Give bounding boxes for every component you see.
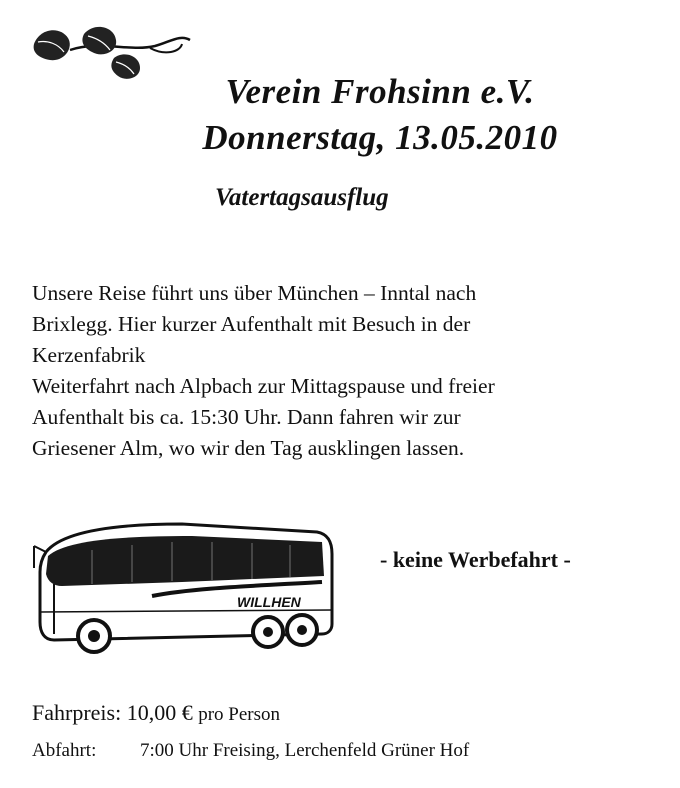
description-line: Unsere Reise führt uns über München – Inntal nach bbox=[32, 281, 477, 305]
description-line: Griesener Alm, wo wir den Tag ausklingen lassen. bbox=[32, 436, 465, 460]
description-line: Brixlegg. Hier kurzer Aufenthalt mit Besuch in der bbox=[32, 312, 471, 336]
no-sales-notice: - keine Werbefahrt - bbox=[380, 547, 571, 572]
description-line: Weiterfahrt nach Alpbach zur Mittagspause und freier bbox=[32, 374, 495, 398]
fare-info bbox=[32, 700, 280, 726]
club-name: Verein Frohsinn e.V. bbox=[225, 72, 535, 111]
fare-label: Fahrpreis: bbox=[32, 700, 122, 725]
bus-livery-text: WILLHEN bbox=[237, 594, 301, 610]
departure-text: 7:00 Uhr Freising, Lerchenfeld Grüner Hof bbox=[140, 740, 470, 761]
event-date: Donnerstag, 13.05.2010 bbox=[202, 118, 558, 157]
event-title: Vatertagsausflug bbox=[215, 184, 389, 211]
description-line: Aufenthalt bis ca. 15:30 Uhr. Dann fahren wir zur bbox=[32, 405, 461, 429]
fare-amount: 10,00 € bbox=[126, 700, 193, 725]
fare-unit: pro Person bbox=[198, 704, 281, 725]
departure-info bbox=[32, 740, 469, 762]
trip-description bbox=[32, 278, 652, 464]
coach-bus-icon bbox=[32, 512, 337, 664]
departure-label: Abfahrt: bbox=[32, 740, 97, 761]
description-line: Kerzenfabrik bbox=[32, 343, 146, 367]
